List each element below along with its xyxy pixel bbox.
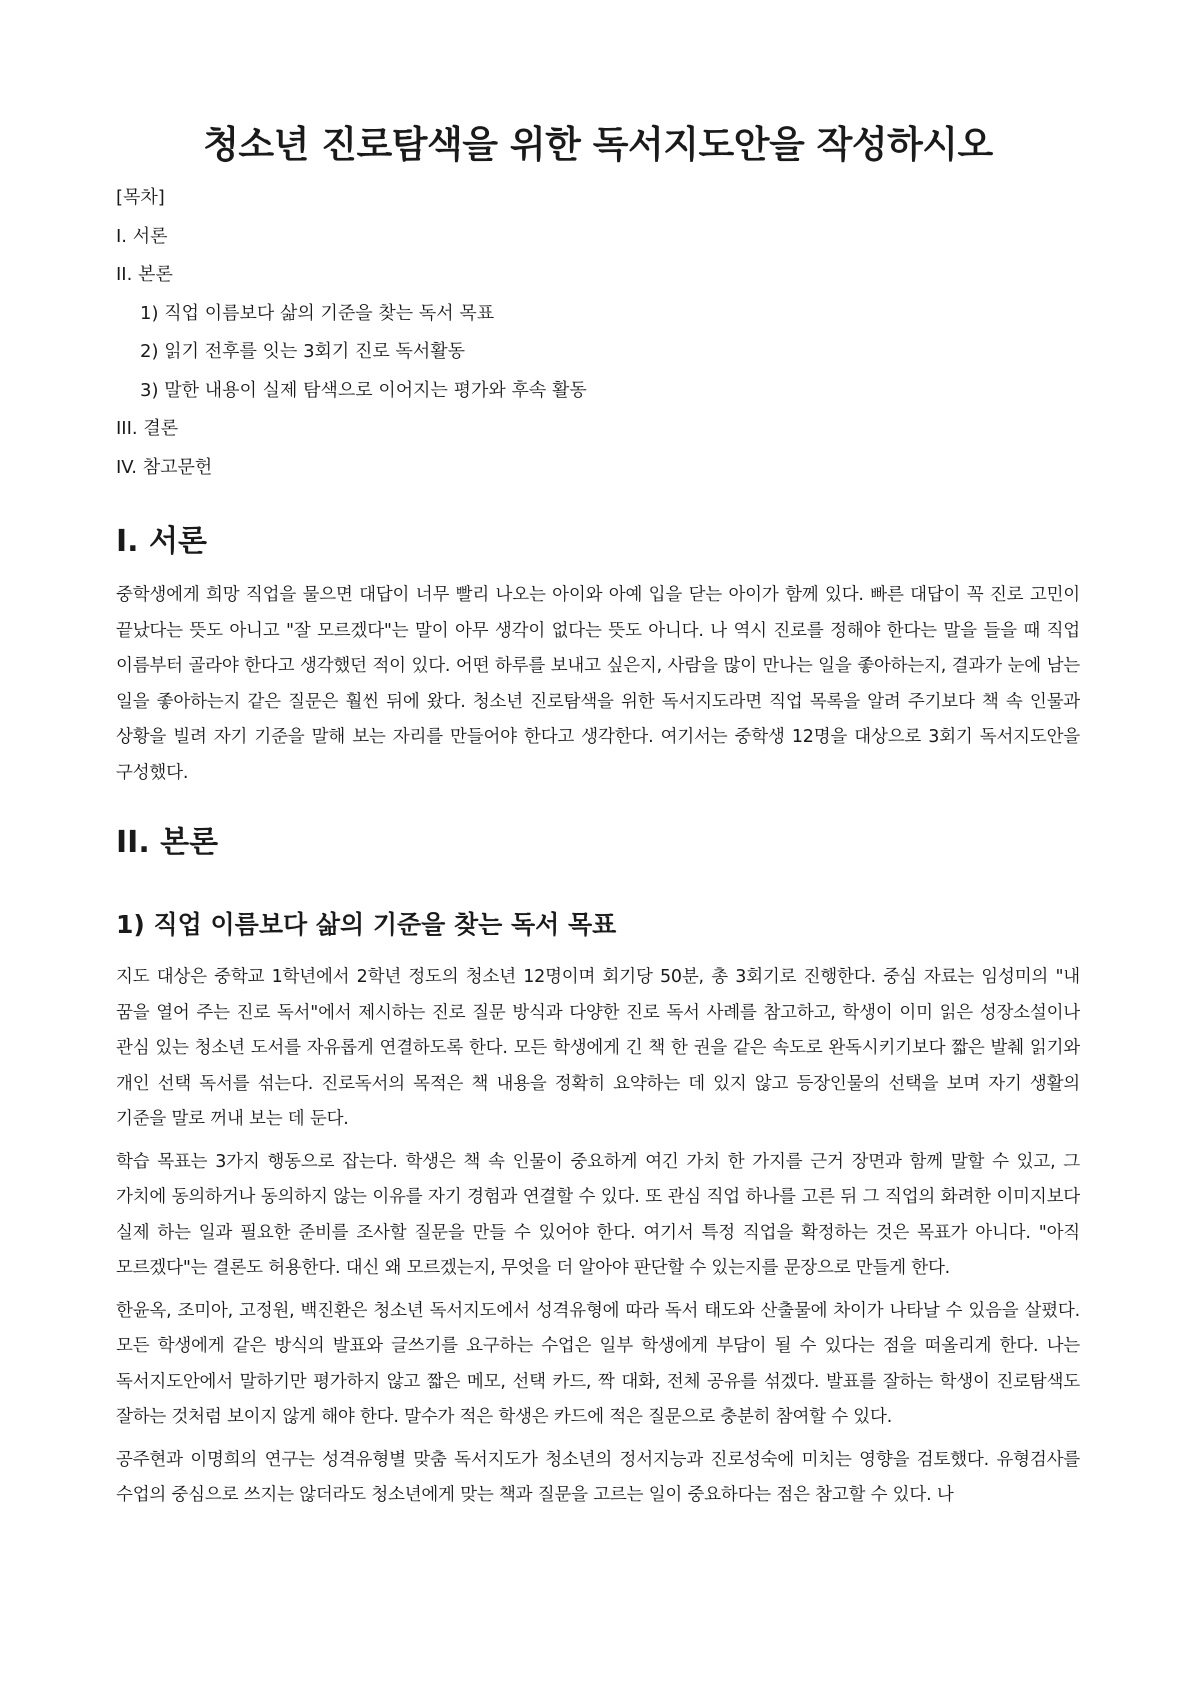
toc-item-body-2: 2) 읽기 전후를 잇는 3회기 진로 독서활동 [140,341,466,362]
introduction-paragraph: 중학생에게 희망 직업을 물으면 대답이 너무 빨리 나오는 아이와 아예 입을 닫는 아이가 함께 있다. 빠른 대답이 꼭 진로 고민이 끝났다는 뜻도 아니고 "잘 모르겠다"는 말이 아무 생각이 없다는 뜻도 아니다. 나 역시 진로를 정해야 한다는 말을 들을 때 직업 이름부터 골라야 한다고 생각했던 적이 있다. 어떤 하루를 보내고 싶은지, 사람을 많이 만나는 일을 좋아하는지, 결과가 눈에 남는 일을 좋아하는지 같은 질문은 훨씬 뒤에 왔다. 청소년 진로탐색을 위한 독서지도라면 직업 목록을 알려 주기보다 책 속 인물과 상황을 빌려 자기 기준을 말해 보는 자리를 만들어야 한다고 생각한다. 여기서는 중학생 12명을 대상으로 3회기 독서지도안을 구성했다. [116,585,1080,783]
toc-item-conclusion: III. 결론 [116,418,179,439]
toc-item-body-1: 1) 직업 이름보다 삶의 기준을 찾는 독서 목표 [140,302,495,324]
toc-label: [목차] [116,187,165,208]
toc-item-introduction: I. 서론 [116,225,168,247]
section-heading-introduction: I. 서론 [116,524,207,559]
toc-item-body: II. 본론 [116,264,173,285]
body-paragraph: 공주현과 이명희의 연구는 성격유형별 맞춤 독서지도가 청소년의 정서지능과 진로성숙에 미치는 영향을 검토했다. 유형검사를 수업의 중심으로 쓰지는 않더라도 청소년에게 맞는 책과 질문을 고르는 일이 중요하다는 점은 참고할 수 있다. 나 [116,1449,1080,1505]
table-of-contents [116,186,1080,494]
toc-item-body-3: 3) 말한 내용이 실제 탐색으로 이어지는 평가와 후속 활동 [140,379,587,401]
toc-item-references: IV. 참고문헌 [116,456,213,478]
document-title: 청소년 진로탐색을 위한 독서지도안을 작성하시오 [203,123,993,166]
section-heading-body: II. 본론 [116,825,219,860]
body-paragraph: 학습 목표는 3가지 행동으로 잡는다. 학생은 책 속 인물이 중요하게 여긴 가치 한 가지를 근거 장면과 함께 말할 수 있고, 그 가치에 동의하거나 동의하지 않는 이유를 자기 경험과 연결할 수 있다. 또 관심 직업 하나를 고른 뒤 그 직업의 화려한 이미지보다 실제 하는 일과 필요한 준비를 조사할 질문을 만들 수 있어야 한다. 여기서 특정 직업을 확정하는 것은 목표가 아니다. "아직 모르겠다"는 결론도 허용한다. 대신 왜 모르겠는지, 무엇을 더 알아야 판단할 수 있는지를 문장으로 만들게 한다. [116,1151,1080,1278]
body-paragraph: 한윤옥, 조미아, 고정원, 백진환은 청소년 독서지도에서 성격유형에 따라 독서 태도와 산출물에 차이가 나타날 수 있음을 살폈다. 모든 학생에게 같은 방식의 발표와 글쓰기를 요구하는 수업은 일부 학생에게 부담이 될 수 있다는 점을 떠올리게 한다. 나는 독서지도안에서 말하기만 평가하지 않고 짧은 메모, 선택 카드, 짝 대화, 전체 공유를 섞겠다. 발표를 잘하는 학생이 진로탐색도 잘하는 것처럼 보이지 않게 해야 한다. 말수가 적은 학생은 카드에 적은 질문으로 충분히 참여할 수 있다. [116,1300,1080,1427]
body-paragraph: 지도 대상은 중학교 1학년에서 2학년 정도의 청소년 12명이며 회기당 50분, 총 3회기로 진행한다. 중심 자료는 임성미의 "내 꿈을 열어 주는 진로 독서"에서 제시하는 진로 질문 방식과 다양한 진로 독서 사례를 참고하고, 학생이 이미 읽은 성장소설이나 관심 있는 청소년 도서를 자유롭게 연결하도록 한다. 모든 학생에게 긴 책 한 권을 같은 속도로 완독시키기보다 짧은 발췌 읽기와 개인 선택 독서를 섞는다. 진로독서의 목적은 책 내용을 정확히 요약하는 데 있지 않고 등장인물의 선택을 보며 자기 생활의 기준을 말로 꺼내 보는 데 둔다. [116,967,1080,1129]
subsection-heading-1: 1) 직업 이름보다 삶의 기준을 찾는 독서 목표 [116,910,617,939]
